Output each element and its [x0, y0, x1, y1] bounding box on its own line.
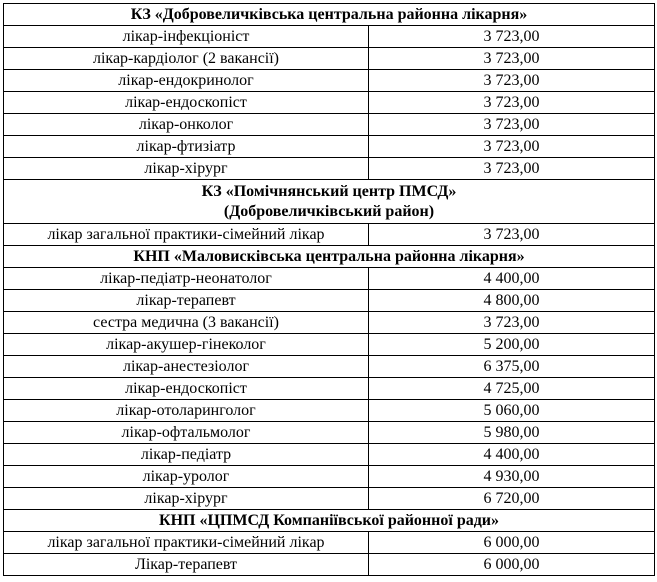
- position-cell: лікар-ендокринолог: [4, 70, 369, 92]
- section-header-row: [4, 510, 655, 532]
- section-header-row: [4, 180, 655, 224]
- position-cell: Лікар-терапевт: [4, 554, 369, 576]
- table-row: [4, 444, 655, 466]
- salary-cell: 3 723,00: [369, 114, 655, 136]
- salary-cell: 6 720,00: [369, 488, 655, 510]
- table-row: [4, 224, 655, 246]
- salary-cell: 5 200,00: [369, 334, 655, 356]
- position-cell: лікар загальної практики-сімейний лікар: [4, 532, 369, 554]
- salary-cell: 6 000,00: [369, 554, 655, 576]
- salary-cell: 4 930,00: [369, 466, 655, 488]
- table-row: [4, 400, 655, 422]
- salary-cell: 5 060,00: [369, 400, 655, 422]
- position-cell: лікар-ендоскопіст: [4, 378, 369, 400]
- position-cell: лікар загальної практики-сімейний лікар: [4, 224, 369, 246]
- salary-cell: 4 400,00: [369, 444, 655, 466]
- table-row: [4, 158, 655, 180]
- salary-cell: 3 723,00: [369, 136, 655, 158]
- position-cell: лікар-онколог: [4, 114, 369, 136]
- position-cell: лікар-кардіолог (2 вакансії): [4, 48, 369, 70]
- table-row: [4, 466, 655, 488]
- salary-cell: 4 800,00: [369, 290, 655, 312]
- table-row: [4, 554, 655, 576]
- salary-cell: 3 723,00: [369, 158, 655, 180]
- table-row: [4, 422, 655, 444]
- vacancy-table-container: [3, 3, 654, 576]
- position-cell: лікар-акушер-гінеколог: [4, 334, 369, 356]
- table-row: [4, 312, 655, 334]
- table-row: [4, 488, 655, 510]
- vacancy-table: [3, 3, 655, 576]
- table-row: [4, 532, 655, 554]
- salary-cell: 3 723,00: [369, 70, 655, 92]
- section-title: КНП «Маловисківська центральна районна лікарня»: [4, 246, 655, 268]
- table-row: [4, 378, 655, 400]
- salary-cell: 3 723,00: [369, 26, 655, 48]
- position-cell: лікар-педіатр-неонатолог: [4, 268, 369, 290]
- position-cell: лікар-анестезіолог: [4, 356, 369, 378]
- table-row: [4, 26, 655, 48]
- position-cell: лікар-хірург: [4, 158, 369, 180]
- salary-cell: 5 980,00: [369, 422, 655, 444]
- position-cell: лікар-уролог: [4, 466, 369, 488]
- position-cell: лікар-офтальмолог: [4, 422, 369, 444]
- section-title: КНП «ЦПМСД Компаніївської районної ради»: [4, 510, 655, 532]
- table-row: [4, 114, 655, 136]
- table-row: [4, 92, 655, 114]
- section-title-line-1: КЗ «Помічнянський центр ПМСД»: [201, 182, 457, 200]
- salary-cell: 6 000,00: [369, 532, 655, 554]
- salary-cell: 3 723,00: [369, 312, 655, 334]
- position-cell: лікар-педіатр: [4, 444, 369, 466]
- salary-cell: 4 725,00: [369, 378, 655, 400]
- position-cell: лікар-отоларинголог: [4, 400, 369, 422]
- salary-cell: 4 400,00: [369, 268, 655, 290]
- position-cell: сестра медична (3 вакансії): [4, 312, 369, 334]
- table-row: [4, 356, 655, 378]
- salary-cell: 3 723,00: [369, 224, 655, 246]
- table-row: [4, 290, 655, 312]
- section-title: КЗ «Добровеличківська центральна районна лікарня»: [4, 4, 655, 26]
- table-row: [4, 268, 655, 290]
- table-row: [4, 136, 655, 158]
- position-cell: лікар-ендоскопіст: [4, 92, 369, 114]
- position-cell: лікар-фтизіатр: [4, 136, 369, 158]
- section-title: [4, 180, 655, 224]
- section-title-line-2: (Добровеличківський район): [223, 202, 435, 220]
- position-cell: лікар-терапевт: [4, 290, 369, 312]
- position-cell: лікар-хірург: [4, 488, 369, 510]
- position-cell: лікар-інфекціоніст: [4, 26, 369, 48]
- table-row: [4, 334, 655, 356]
- salary-cell: 3 723,00: [369, 48, 655, 70]
- salary-cell: 3 723,00: [369, 92, 655, 114]
- section-header-row: [4, 4, 655, 26]
- table-row: [4, 48, 655, 70]
- table-row: [4, 70, 655, 92]
- salary-cell: 6 375,00: [369, 356, 655, 378]
- section-header-row: [4, 246, 655, 268]
